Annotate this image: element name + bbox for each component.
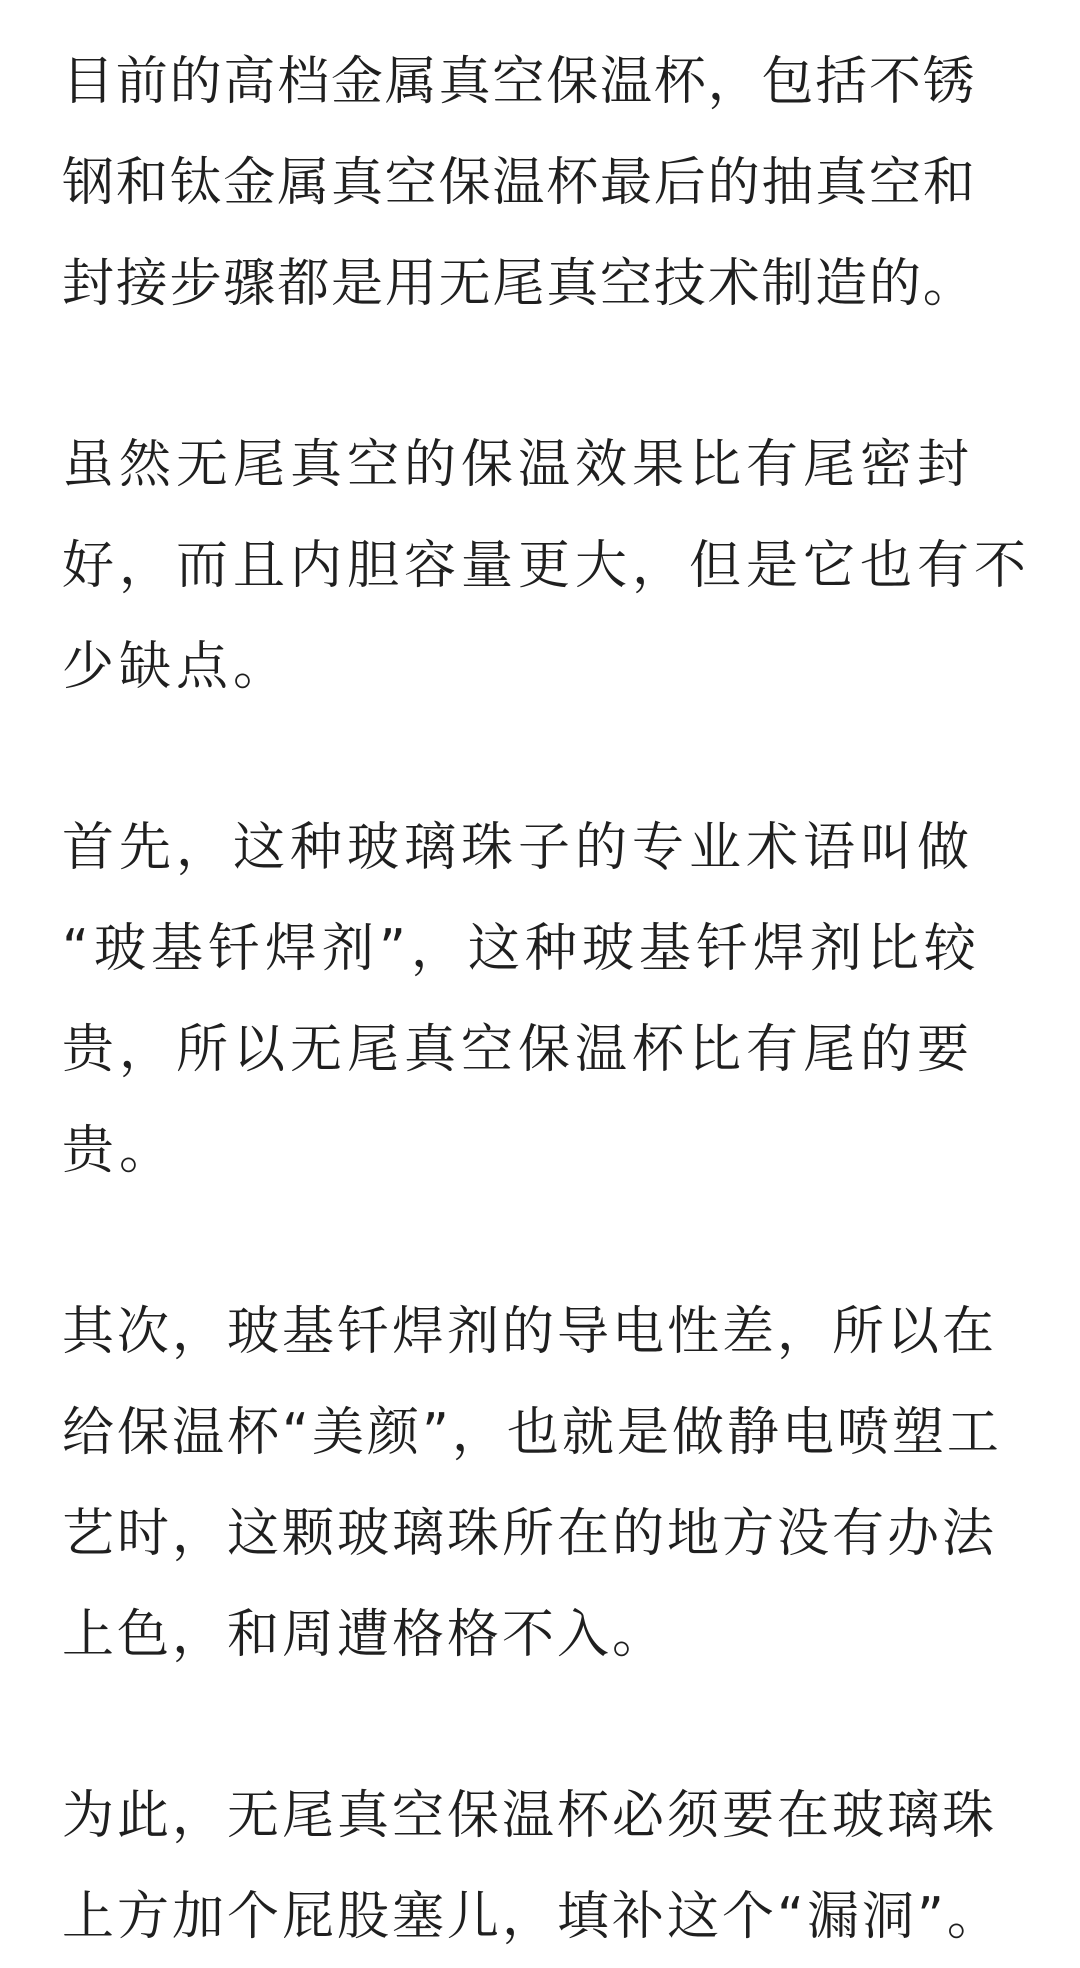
paragraph xyxy=(62,32,1024,335)
paragraph xyxy=(62,798,1024,1202)
text-line: 上方加个屁股塞儿，填补这个“漏洞”。 xyxy=(62,1887,1002,1947)
paragraph xyxy=(62,1766,1024,1968)
text-line: 贵，所以无尾真空保温杯比有尾的要 xyxy=(62,1020,975,1080)
text-line: 给保温杯“美颜”，也就是做静电喷塑工 xyxy=(62,1403,1002,1463)
text-line: 为此，无尾真空保温杯必须要在玻璃珠 xyxy=(62,1786,998,1846)
text-line: 上色，和周遭格格不入。 xyxy=(62,1605,668,1665)
text-line: 贵。 xyxy=(62,1121,177,1181)
paragraph xyxy=(62,415,1032,718)
text-line: 首先，这种玻璃珠子的专业术语叫做 xyxy=(62,818,975,878)
text-line: 虽然无尾真空的保温效果比有尾密封 xyxy=(62,435,975,495)
text-line: “玻基钎焊剂”，这种玻基钎焊剂比较 xyxy=(62,919,981,979)
text-line: 好，而且内胆容量更大，但是它也有不 xyxy=(62,536,1032,596)
text-line: 目前的高档金属真空保温杯，包括不锈 xyxy=(62,52,977,112)
text-line: 钢和钛金属真空保温杯最后的抽真空和 xyxy=(62,153,977,213)
text-line: 其次，玻基钎焊剂的导电性差，所以在 xyxy=(62,1302,998,1362)
paragraph xyxy=(62,1282,1024,1686)
text-line: 少缺点。 xyxy=(62,637,291,697)
text-line: 封接步骤都是用无尾真空技术制造的。 xyxy=(62,254,977,314)
text-line: 艺时，这颗玻璃珠所在的地方没有办法 xyxy=(62,1504,998,1564)
